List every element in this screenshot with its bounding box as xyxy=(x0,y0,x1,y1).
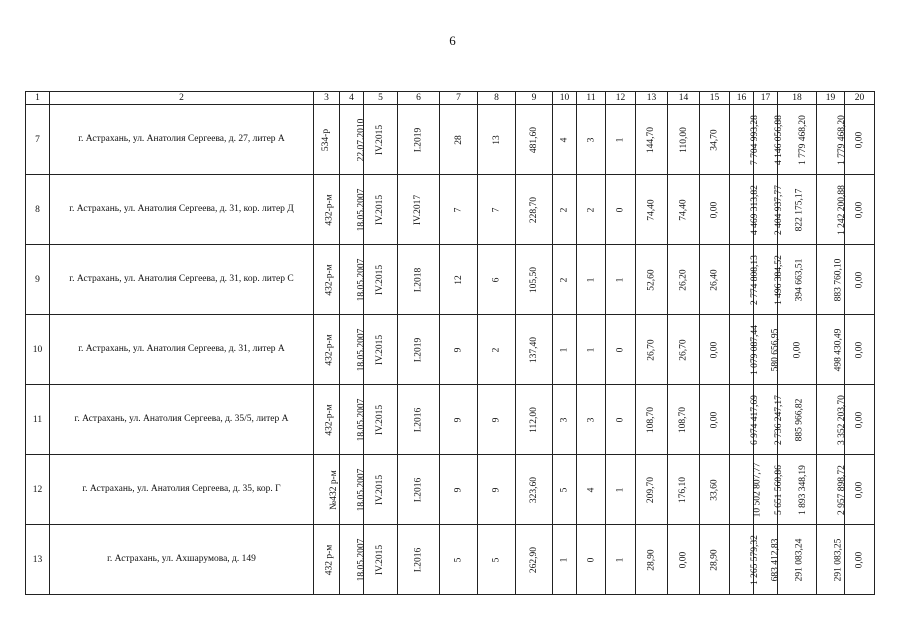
table-row xyxy=(26,245,875,315)
cell-value-c12: 1 xyxy=(615,487,626,492)
cell-value-c17: 1 496 384,52 xyxy=(773,254,784,305)
table-cell xyxy=(606,315,636,385)
cell-value-end: I.2019 xyxy=(413,127,424,152)
cell-value-doc: №432 р-м xyxy=(328,469,339,510)
cell-value-start: IV.2015 xyxy=(375,194,386,225)
table-row xyxy=(26,105,875,175)
table-cell xyxy=(340,525,367,595)
address-cell: г. Астрахань, ул. Анатолия Сергеева, д. 31, кор. литер С xyxy=(50,245,314,315)
table-cell xyxy=(845,315,875,385)
cell-value-c10: 2 xyxy=(559,277,570,282)
cell-value-c19: 2 957 898,72 xyxy=(836,464,847,515)
cell-value-c20: 0,00 xyxy=(854,341,865,358)
cell-value-c10: 1 xyxy=(559,557,570,562)
table-cell xyxy=(364,175,398,245)
table-cell xyxy=(553,105,577,175)
table-cell xyxy=(730,105,760,175)
column-number-header: 11 xyxy=(577,92,606,105)
cell-value-c11: 3 xyxy=(586,137,596,142)
table-cell xyxy=(845,455,875,525)
cell-value-end: I.2016 xyxy=(413,477,424,502)
cell-value-c13: 108,70 xyxy=(646,406,657,433)
table-cell xyxy=(730,175,760,245)
table-cell xyxy=(314,455,340,525)
cell-value-c16: 1 265 579,32 xyxy=(749,534,760,585)
cell-value-c16: 2 774 808,13 xyxy=(749,254,760,305)
table-cell xyxy=(440,105,478,175)
cell-value-doc: 534-р xyxy=(321,128,332,151)
column-number-header: 20 xyxy=(845,92,875,105)
table-cell xyxy=(817,525,845,595)
table-cell xyxy=(440,455,478,525)
cell-value-c18: 394 663,51 xyxy=(794,258,805,301)
cell-value-c8: 2 xyxy=(491,347,502,352)
table-cell xyxy=(314,315,340,385)
cell-value-c19: 883 760,10 xyxy=(833,258,844,301)
cell-value-date: 18.05.2007 xyxy=(356,188,367,231)
cell-value-c13: 144,70 xyxy=(646,126,657,153)
column-number-header: 2 xyxy=(50,92,314,105)
cell-value-c15: 34,70 xyxy=(709,128,720,151)
table-cell xyxy=(845,385,875,455)
cell-value-c18: 1 779 468,20 xyxy=(797,114,808,165)
table-cell xyxy=(478,315,516,385)
cell-value-start: IV.2015 xyxy=(375,544,386,575)
address-cell: г. Астрахань, ул. Анатолия Сергеева, д. 31, литер А xyxy=(50,315,314,385)
table-cell xyxy=(516,455,553,525)
cell-value-doc: 432-р-м xyxy=(324,333,335,366)
cell-value-c11: 1 xyxy=(586,347,596,352)
cell-value-c8: 5 xyxy=(491,557,502,562)
table-cell xyxy=(636,105,668,175)
table-cell xyxy=(478,455,516,525)
table-cell xyxy=(478,525,516,595)
cell-value-c14: 26,70 xyxy=(678,338,689,361)
cell-value-c17: 580 656,95 xyxy=(770,328,781,371)
table-cell xyxy=(700,175,730,245)
cell-value-date: 22.07.2010 xyxy=(356,118,367,161)
table-cell xyxy=(730,455,763,525)
table-cell xyxy=(606,385,636,455)
column-number-header: 17 xyxy=(754,92,778,105)
table-cell xyxy=(606,455,636,525)
table-cell xyxy=(700,105,730,175)
table-cell xyxy=(516,525,553,595)
cell-value-start: IV.2015 xyxy=(375,264,386,295)
table-cell xyxy=(478,105,516,175)
column-number-header: 18 xyxy=(778,92,817,105)
row-number: 9 xyxy=(26,245,50,315)
table-cell xyxy=(700,245,730,315)
cell-value-c8: 13 xyxy=(491,134,502,145)
cell-value-date: 18.05.2007 xyxy=(356,258,367,301)
cell-value-c10: 4 xyxy=(559,137,570,142)
cell-value-c13: 52,60 xyxy=(646,268,657,291)
address-cell: г. Астрахань, ул. Анатолия Сергеева, д. 31, кор. литер Д xyxy=(50,175,314,245)
table-cell xyxy=(700,315,730,385)
cell-value-date: 18.05.2007 xyxy=(356,538,367,581)
table-cell xyxy=(845,525,875,595)
cell-value-c10: 1 xyxy=(559,347,570,352)
table-cell xyxy=(845,245,875,315)
cell-value-c15: 33,60 xyxy=(709,478,720,501)
cell-value-c9: 323,60 xyxy=(529,476,539,503)
table-cell xyxy=(553,245,577,315)
page-number: 6 xyxy=(449,33,456,48)
table-cell xyxy=(340,455,367,525)
cell-value-c9: 228,70 xyxy=(529,196,539,223)
cell-value-start: IV.2015 xyxy=(375,124,386,155)
cell-value-c11: 3 xyxy=(586,417,596,422)
cell-value-c13: 209,70 xyxy=(646,476,657,503)
cell-value-doc: 432 р-м xyxy=(324,544,335,575)
cell-value-c18: 885 966,82 xyxy=(794,398,805,441)
table-cell xyxy=(398,175,440,245)
table-cell xyxy=(577,455,606,525)
row-number: 8 xyxy=(26,175,50,245)
table-cell xyxy=(516,245,553,315)
row-number: 10 xyxy=(26,315,50,385)
table-cell xyxy=(668,105,700,175)
column-number-header: 4 xyxy=(340,92,364,105)
column-number-header: 9 xyxy=(516,92,553,105)
table-cell xyxy=(636,455,668,525)
cell-value-c15: 28,90 xyxy=(709,548,720,571)
cell-value-c16: 6 974 417,69 xyxy=(749,394,760,445)
table-cell xyxy=(577,105,606,175)
table-cell xyxy=(577,525,606,595)
cell-value-doc: 432-р-м xyxy=(324,263,335,296)
cell-value-c15: 0,00 xyxy=(709,411,720,428)
table-cell xyxy=(364,315,398,385)
table-cell xyxy=(700,385,730,455)
cell-value-c10: 2 xyxy=(559,207,570,212)
table-cell xyxy=(730,385,760,455)
table-cell xyxy=(440,525,478,595)
cell-value-c18: 1 893 348,19 xyxy=(797,464,808,515)
cell-value-end: I.2016 xyxy=(413,547,424,572)
cell-value-c11: 2 xyxy=(586,207,596,212)
table-cell xyxy=(398,245,440,315)
cell-value-c18: 0,00 xyxy=(792,341,802,358)
cell-value-c19: 1 779 468,20 xyxy=(836,114,847,165)
header-row xyxy=(26,92,875,105)
cell-value-c11: 0 xyxy=(586,557,596,562)
cell-value-start: IV.2015 xyxy=(375,474,386,505)
table-cell xyxy=(606,175,636,245)
table-cell xyxy=(398,455,440,525)
column-number-header: 16 xyxy=(730,92,754,105)
cell-value-end: I.2019 xyxy=(413,337,424,362)
table-cell xyxy=(845,175,875,245)
table-cell xyxy=(606,105,636,175)
cell-value-c20: 0,00 xyxy=(854,551,865,568)
table-cell xyxy=(516,105,553,175)
table-cell xyxy=(364,105,398,175)
cell-value-c19: 1 242 200,88 xyxy=(836,184,847,235)
table-cell xyxy=(553,525,577,595)
cell-value-c18: 291 083,24 xyxy=(794,538,805,581)
table-row xyxy=(26,315,875,385)
cell-value-c7: 28 xyxy=(453,134,464,145)
table-cell xyxy=(817,385,845,455)
row-number: 12 xyxy=(26,455,50,525)
cell-value-c9: 112,00 xyxy=(529,406,539,433)
table-cell xyxy=(700,525,730,595)
table-cell xyxy=(668,525,700,595)
cell-value-c19: 498 430,49 xyxy=(833,328,844,371)
table-row xyxy=(26,385,875,455)
cell-value-c13: 26,70 xyxy=(646,338,657,361)
address-cell: г. Астрахань, ул. Анатолия Сергеева, д. 35, кор. Г xyxy=(50,455,314,525)
table-cell xyxy=(636,245,668,315)
table-cell xyxy=(340,245,367,315)
table-row xyxy=(26,525,875,595)
column-number-header: 13 xyxy=(636,92,668,105)
table-cell xyxy=(398,105,440,175)
cell-value-c7: 9 xyxy=(453,487,464,492)
cell-value-c7: 9 xyxy=(453,347,464,352)
table-cell xyxy=(364,385,398,455)
table-cell xyxy=(314,175,340,245)
table-cell xyxy=(553,455,577,525)
cell-value-c14: 110,00 xyxy=(678,126,689,153)
cell-value-c8: 6 xyxy=(491,277,502,282)
table-cell xyxy=(314,105,340,175)
housing-table xyxy=(25,91,875,595)
cell-value-c9: 105,50 xyxy=(529,266,539,293)
table-cell xyxy=(398,315,440,385)
table-cell xyxy=(668,175,700,245)
cell-value-c8: 9 xyxy=(491,417,502,422)
row-number: 11 xyxy=(26,385,50,455)
cell-value-c7: 9 xyxy=(453,417,464,422)
row-number: 7 xyxy=(26,105,50,175)
cell-value-c20: 0,00 xyxy=(854,201,865,218)
table-cell xyxy=(398,385,440,455)
table-cell xyxy=(778,315,817,385)
cell-value-c17: 5 651 560,86 xyxy=(773,464,784,515)
cell-value-doc: 432-р-м xyxy=(324,193,335,226)
table-cell xyxy=(577,315,606,385)
table-cell xyxy=(730,245,760,315)
column-number-header: 10 xyxy=(553,92,577,105)
cell-value-c19: 3 352 203,70 xyxy=(836,394,847,445)
cell-value-c12: 0 xyxy=(615,347,626,352)
cell-value-c17: 683 412,83 xyxy=(770,538,781,581)
cell-value-c17: 2 736 247,17 xyxy=(773,394,784,445)
cell-value-c14: 0,00 xyxy=(678,551,689,568)
table-cell xyxy=(577,175,606,245)
table-cell xyxy=(364,455,398,525)
cell-value-c16: 4 469 313,82 xyxy=(749,184,760,235)
cell-value-c16: 7 704 993,28 xyxy=(749,114,760,165)
table-row xyxy=(26,175,875,245)
cell-value-c14: 176,10 xyxy=(678,476,689,503)
cell-value-date: 18.05.2007 xyxy=(356,398,367,441)
table-cell xyxy=(577,385,606,455)
table-row xyxy=(26,455,875,525)
table-cell xyxy=(364,245,398,315)
cell-value-doc: 432-р-м xyxy=(324,403,335,436)
table-cell xyxy=(553,175,577,245)
cell-value-date: 18.05.2007 xyxy=(356,468,367,511)
table-cell xyxy=(636,525,668,595)
column-number-header: 12 xyxy=(606,92,636,105)
table-cell xyxy=(340,105,367,175)
table-cell xyxy=(340,175,367,245)
table-cell xyxy=(636,315,668,385)
column-number-header: 3 xyxy=(314,92,340,105)
table-cell xyxy=(478,245,516,315)
table-cell xyxy=(478,385,516,455)
cell-value-c14: 26,20 xyxy=(678,268,689,291)
table-cell xyxy=(314,525,340,595)
cell-value-c9: 137,40 xyxy=(529,336,539,363)
cell-value-c12: 0 xyxy=(615,207,626,212)
cell-value-c8: 9 xyxy=(491,487,502,492)
cell-value-c17: 2 404 937,77 xyxy=(773,184,784,235)
address-cell: г. Астрахань, ул. Анатолия Сергеева, д. 27, литер А xyxy=(50,105,314,175)
table-cell xyxy=(817,315,845,385)
cell-value-end: I.2016 xyxy=(413,407,424,432)
column-number-header: 19 xyxy=(817,92,845,105)
table-cell xyxy=(845,105,875,175)
table-cell xyxy=(553,315,577,385)
cell-value-c19: 291 083,25 xyxy=(833,538,844,581)
cell-value-c20: 0,00 xyxy=(854,131,865,148)
cell-value-start: IV.2015 xyxy=(375,334,386,365)
table-cell xyxy=(700,455,730,525)
table-cell xyxy=(730,315,760,385)
table-cell xyxy=(778,525,817,595)
column-number-header: 14 xyxy=(668,92,700,105)
cell-value-c15: 0,00 xyxy=(709,341,720,358)
cell-value-c17: 4 146 056,88 xyxy=(773,114,784,165)
table-cell xyxy=(668,315,700,385)
table-cell xyxy=(606,245,636,315)
cell-value-c7: 12 xyxy=(453,274,464,285)
column-number-header: 15 xyxy=(700,92,730,105)
cell-value-c12: 1 xyxy=(615,137,626,142)
table-cell xyxy=(516,175,553,245)
cell-value-c8: 7 xyxy=(491,207,502,212)
table-cell xyxy=(340,315,367,385)
cell-value-end: IV.2017 xyxy=(413,194,424,225)
table-cell xyxy=(553,385,577,455)
table-cell xyxy=(817,105,845,175)
table-cell xyxy=(817,175,845,245)
table-cell xyxy=(440,175,478,245)
table-cell xyxy=(516,315,553,385)
cell-value-c14: 108,70 xyxy=(678,406,689,433)
cell-value-c20: 0,00 xyxy=(854,271,865,288)
cell-value-c15: 0,00 xyxy=(709,201,720,218)
table-cell xyxy=(478,175,516,245)
table-cell xyxy=(440,315,478,385)
cell-value-c13: 74,40 xyxy=(646,198,657,221)
table-cell xyxy=(440,385,478,455)
cell-value-c20: 0,00 xyxy=(854,411,865,428)
cell-value-c18: 822 175,17 xyxy=(794,188,805,231)
cell-value-c7: 5 xyxy=(453,557,464,562)
column-number-header: 1 xyxy=(26,92,50,105)
cell-value-c7: 7 xyxy=(453,207,464,212)
column-number-header: 6 xyxy=(398,92,440,105)
table-cell xyxy=(398,525,440,595)
cell-value-c12: 0 xyxy=(615,417,626,422)
column-number-header: 7 xyxy=(440,92,478,105)
cell-value-c13: 28,90 xyxy=(646,548,657,571)
table-cell xyxy=(730,525,760,595)
cell-value-c10: 3 xyxy=(559,417,570,422)
table-cell xyxy=(668,245,700,315)
address-cell: г. Астрахань, ул. Ахшарумова, д. 149 xyxy=(50,525,314,595)
table-cell xyxy=(636,175,668,245)
table-cell xyxy=(577,245,606,315)
cell-value-end: I.2018 xyxy=(413,267,424,292)
column-number-header: 8 xyxy=(478,92,516,105)
table-cell xyxy=(440,245,478,315)
address-cell: г. Астрахань, ул. Анатолия Сергеева, д. 35/5, литер А xyxy=(50,385,314,455)
table-cell xyxy=(668,385,700,455)
cell-value-c15: 26,40 xyxy=(709,268,720,291)
table-cell xyxy=(364,525,398,595)
table-cell xyxy=(340,385,367,455)
cell-value-c9: 262,90 xyxy=(529,546,539,573)
row-number: 13 xyxy=(26,525,50,595)
cell-value-c16: 1 079 087,44 xyxy=(749,324,760,375)
table-cell xyxy=(516,385,553,455)
cell-value-c20: 0,00 xyxy=(854,481,865,498)
table-cell xyxy=(668,455,700,525)
cell-value-c11: 4 xyxy=(586,487,596,492)
cell-value-c16: 10 502 807,77 xyxy=(752,462,763,517)
table-cell xyxy=(606,525,636,595)
cell-value-c9: 481,60 xyxy=(529,126,539,153)
table-cell xyxy=(817,455,845,525)
cell-value-start: IV.2015 xyxy=(375,404,386,435)
table-cell xyxy=(817,245,845,315)
table-cell xyxy=(636,385,668,455)
cell-value-c12: 1 xyxy=(615,277,626,282)
cell-value-c11: 1 xyxy=(586,277,596,282)
column-number-header: 5 xyxy=(364,92,398,105)
table-cell xyxy=(314,245,340,315)
cell-value-c14: 74,40 xyxy=(678,198,689,221)
cell-value-c12: 1 xyxy=(615,557,626,562)
cell-value-date: 18.05.2007 xyxy=(356,328,367,371)
cell-value-c10: 5 xyxy=(559,487,570,492)
table-cell xyxy=(314,385,340,455)
